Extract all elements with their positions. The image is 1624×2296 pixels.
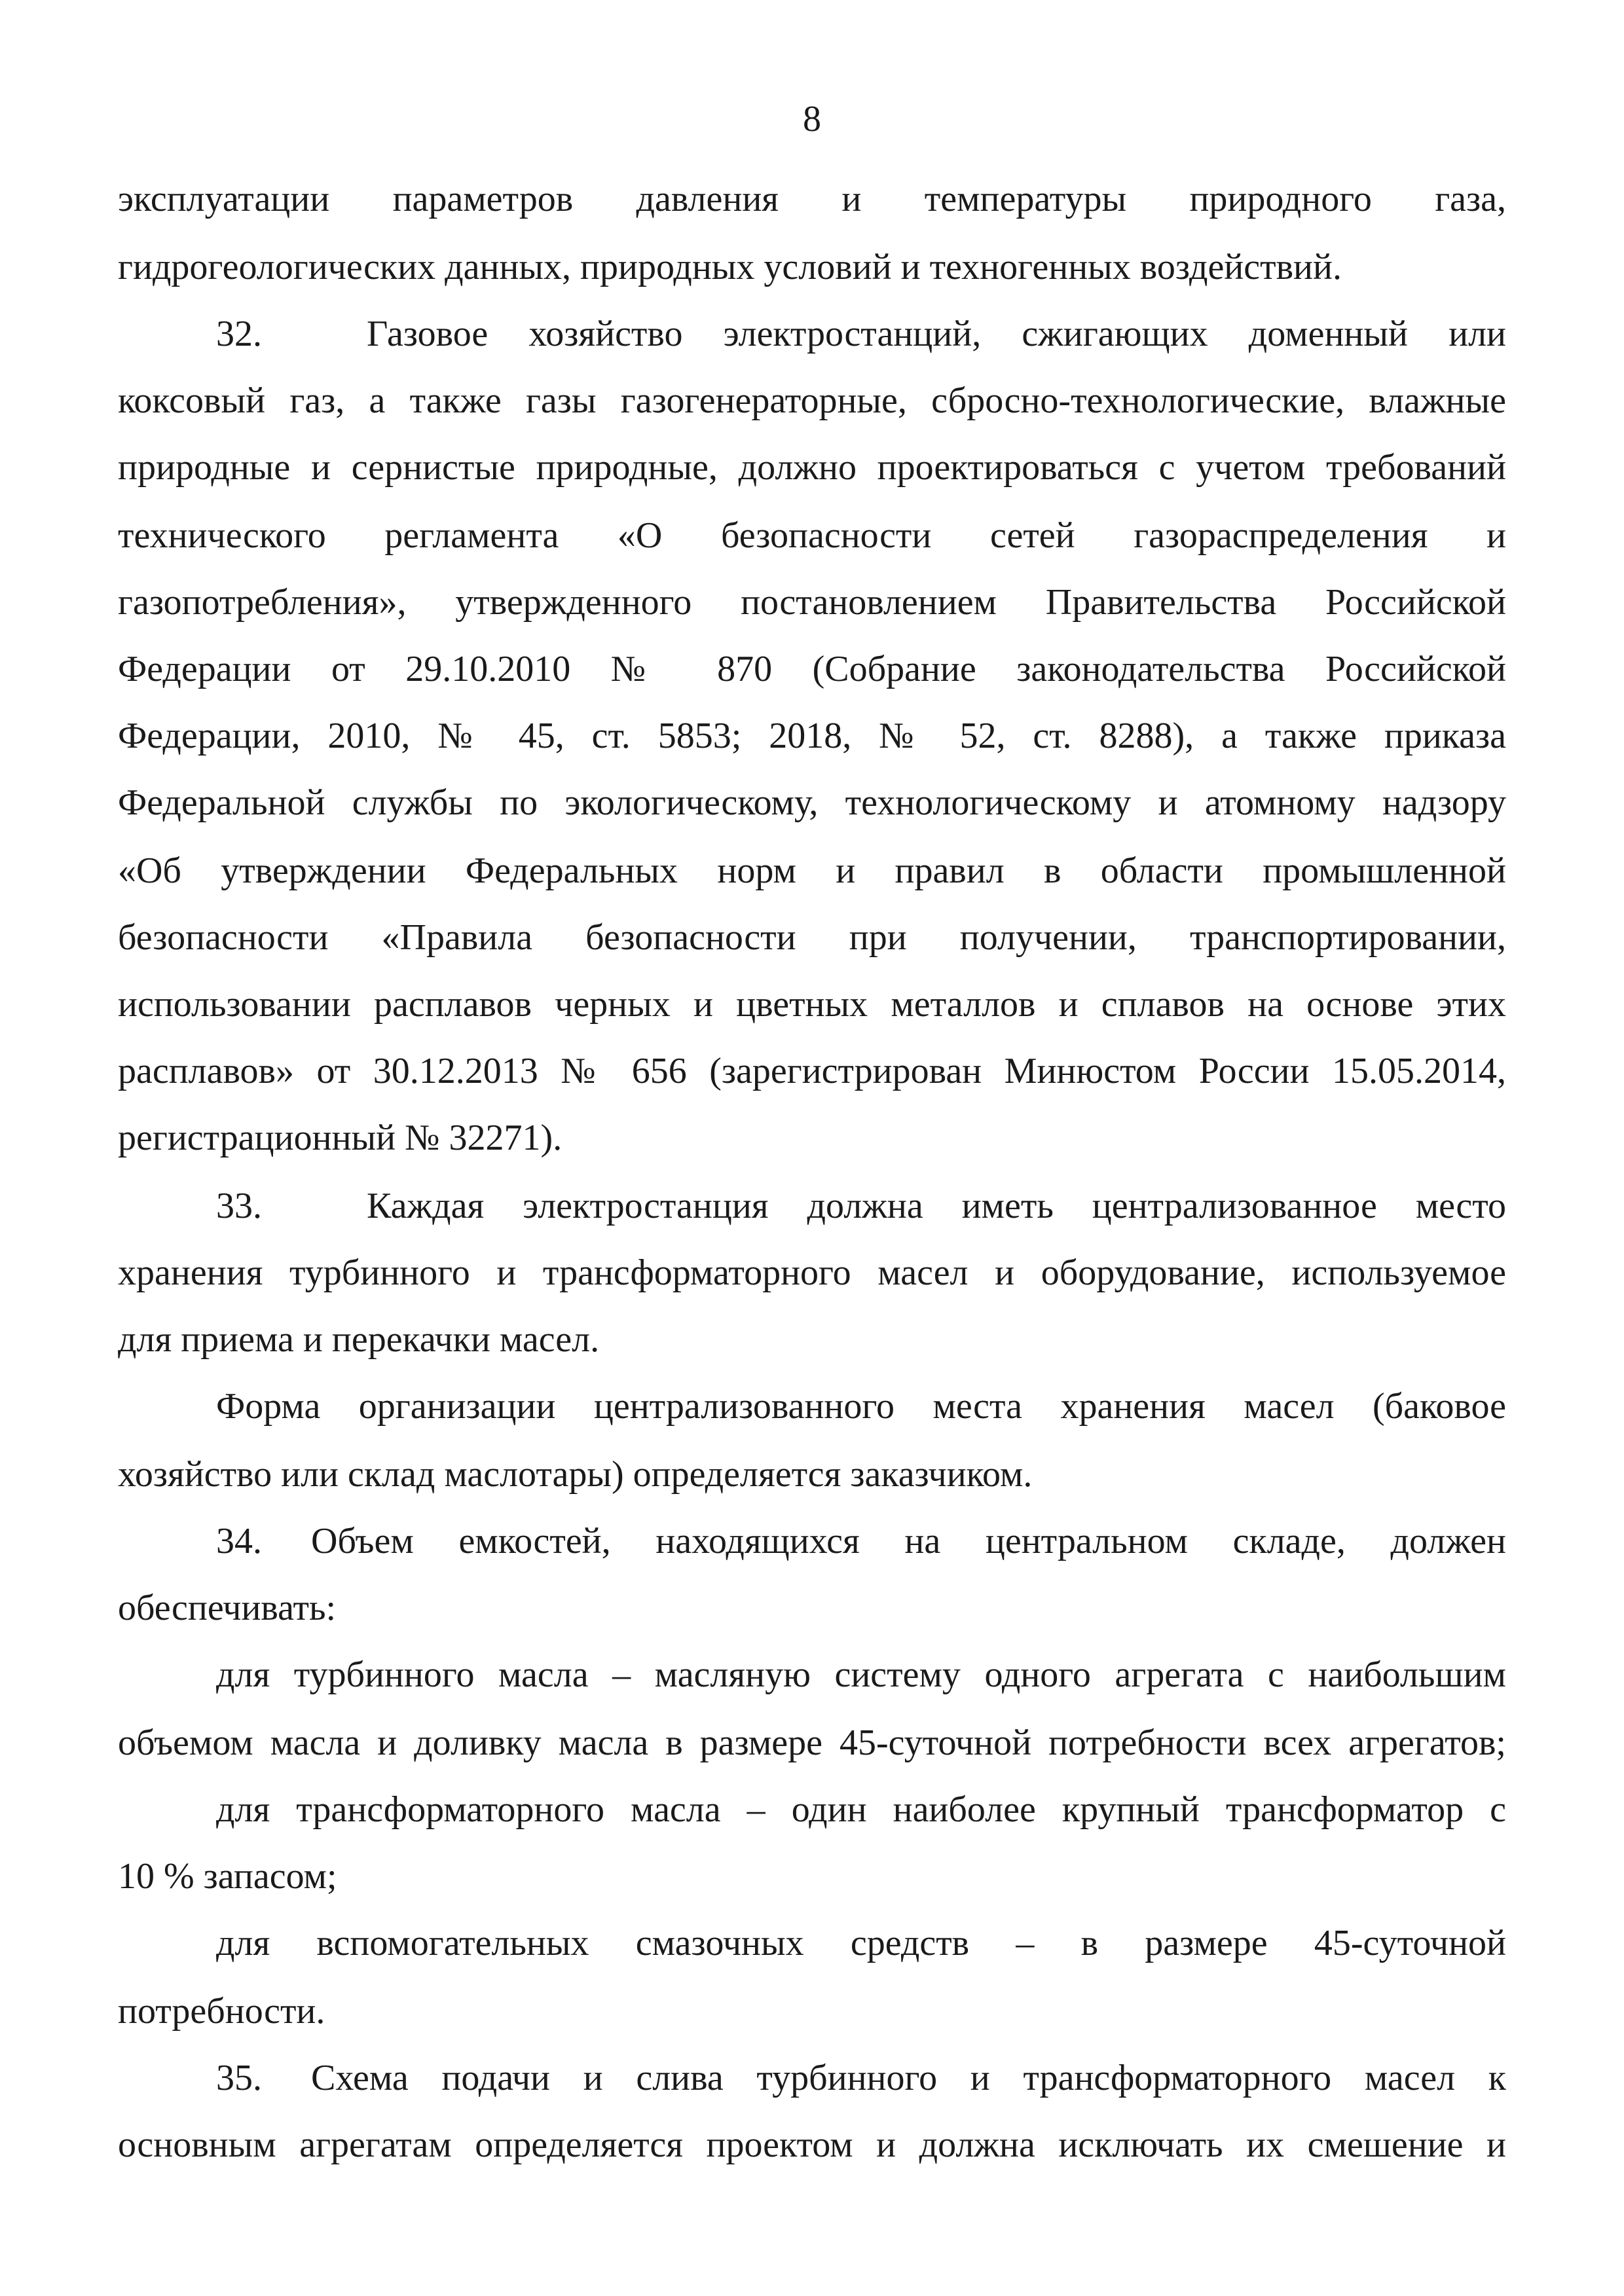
text-line: для вспомогательных смазочных средств – в размере 45-суточной <box>216 1923 1506 1963</box>
item-number: 33. <box>216 1186 262 1226</box>
item-number: 34. <box>216 1521 262 1561</box>
text-line: безопасности «Правила безопасности при получении, транспортировании, <box>118 917 1506 958</box>
text-line: Федерации от 29.10.2010 № 870 (Собрание законодательства Российской <box>118 649 1506 689</box>
text-line: эксплуатации параметров давления и температуры природного газа, <box>118 179 1506 219</box>
text-line: регистрационный № 32271). <box>118 1118 563 1158</box>
text-line: для турбинного масла – масляную систему одного агрегата с наибольшим <box>216 1654 1506 1695</box>
text-line: природные и сернистые природные, должно проектироваться с учетом требований <box>118 447 1506 488</box>
text-line: использовании расплавов черных и цветных металлов и сплавов на основе этих <box>118 984 1506 1025</box>
text-line: технического регламента «О безопасности сетей газораспределения и <box>118 515 1506 556</box>
text-line: хранения турбинного и трансформаторного масел и оборудование, используемое <box>118 1252 1506 1293</box>
text-line: 10 % запасом; <box>118 1856 337 1897</box>
text-line: основным агрегатам определяется проектом и должна исключать их смешение и <box>118 2124 1506 2165</box>
text-line: Каждая электростанция должна иметь централизованное место <box>367 1186 1506 1226</box>
text-line: коксовый газ, а также газы газогенераторные, сбросно-технологические, влажные <box>118 380 1506 421</box>
text-line: потребности. <box>118 1991 325 2032</box>
text-line: Федеральной службы по экологическому, технологическому и атомному надзору <box>118 782 1506 823</box>
text-line: Схема подачи и слива турбинного и трансформаторного масел к <box>311 2058 1506 2098</box>
text-line: Газовое хозяйство электростанций, сжигающих доменный или <box>367 314 1506 354</box>
text-line: Форма организации централизованного места хранения масел (баковое <box>216 1386 1506 1427</box>
text-line: обеспечивать: <box>118 1588 337 1628</box>
text-line: для трансформаторного масла – один наиболее крупный трансформатор с <box>216 1789 1506 1830</box>
item-number: 32. <box>216 314 262 354</box>
page-number: 8 <box>803 99 821 139</box>
text-line: гидрогеологических данных, природных условий и техногенных воздействий. <box>118 247 1342 287</box>
text-line: хозяйство или склад маслотары) определяется заказчиком. <box>118 1454 1033 1495</box>
text-line: Федерации, 2010, № 45, ст. 5853; 2018, № 52, ст. 8288), а также приказа <box>118 716 1506 756</box>
text-line: объемом масла и доливку масла в размере 45-суточной потребности всех агрегатов; <box>118 1722 1506 1763</box>
text-line: «Об утверждении Федеральных норм и правил в области промышленной <box>118 850 1506 891</box>
text-line: расплавов» от 30.12.2013 № 656 (зарегистрирован Минюстом России 15.05.2014, <box>118 1051 1506 1091</box>
text-line: Объем емкостей, находящихся на центральном складе, должен <box>311 1521 1506 1561</box>
text-line: для приема и перекачки масел. <box>118 1319 600 1360</box>
item-number: 35. <box>216 2058 262 2098</box>
text-line: газопотребления», утвержденного постановлением Правительства Российской <box>118 582 1506 623</box>
